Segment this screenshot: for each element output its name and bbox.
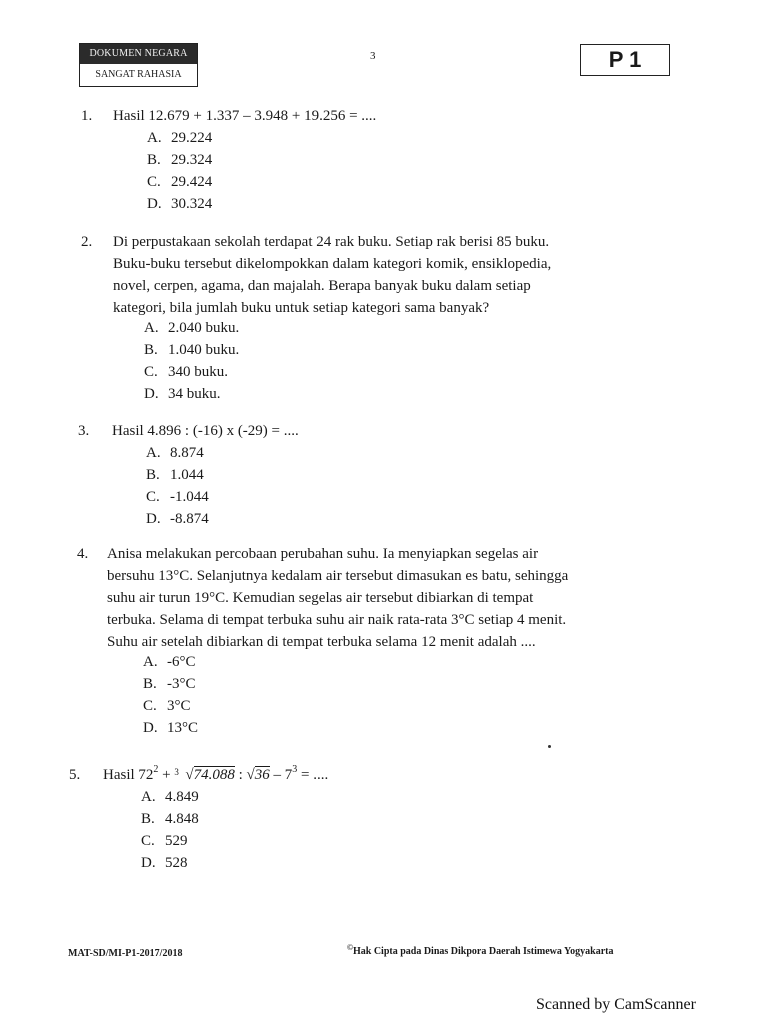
- options-list: [146, 442, 209, 530]
- option-text: -3°C: [167, 676, 196, 692]
- question-number: 5.: [69, 767, 81, 783]
- option-c[interactable]: [141, 830, 199, 852]
- stem-line: novel, cerpen, agama, dan majalah. Berapa banyak buku dalam setiap: [113, 278, 531, 294]
- question-number: 2.: [81, 234, 93, 250]
- option-letter: A.: [147, 130, 162, 146]
- option-letter: B.: [146, 467, 160, 483]
- packet-label: P 1: [580, 44, 670, 76]
- option-text: -6°C: [167, 654, 196, 670]
- option-a[interactable]: [146, 442, 209, 464]
- root-index: 3: [174, 767, 179, 777]
- options-list: [141, 786, 199, 874]
- stem-line: bersuhu 13°C. Selanjutnya kedalam air tersebut dimasukan es batu, sehingga: [107, 568, 569, 584]
- document-code: MAT-SD/MI-P1-2017/2018: [68, 948, 183, 959]
- root-symbol: √: [185, 767, 194, 783]
- stem-line: Anisa melakukan percobaan perubahan suhu. Ia menyiapkan segelas air: [107, 546, 539, 562]
- root-value: 74.088: [193, 767, 235, 783]
- options-list: [143, 651, 198, 739]
- option-letter: D.: [143, 720, 158, 736]
- option-c[interactable]: [143, 695, 198, 717]
- option-letter: A.: [141, 789, 156, 805]
- option-c[interactable]: [146, 486, 209, 508]
- option-a[interactable]: [141, 786, 199, 808]
- option-letter: B.: [144, 342, 158, 358]
- question-stem: Hasil 12.679 + 1.337 – 3.948 + 19.256 = ....: [113, 108, 377, 124]
- option-b[interactable]: [146, 464, 209, 486]
- option-letter: B.: [143, 676, 157, 692]
- question-stem: [107, 543, 667, 653]
- option-c[interactable]: [144, 361, 239, 383]
- question-number: 4.: [77, 546, 89, 562]
- stem-line: suhu air turun 19°C. Kemudian segelas air tersebut dibiarkan di tempat: [107, 590, 534, 606]
- option-text: -8.874: [170, 511, 209, 527]
- option-text: 30.324: [171, 196, 213, 212]
- stem-minus: – 7: [269, 767, 293, 783]
- stem-suffix: = ....: [297, 767, 329, 783]
- option-letter: A.: [146, 445, 161, 461]
- stem-line: Buku-buku tersebut dikelompokkan dalam kategori komik, ensiklopedia,: [113, 256, 552, 272]
- option-letter: A.: [143, 654, 158, 670]
- question-stem: Hasil 4.896 : (-16) x (-29) = ....: [112, 423, 299, 439]
- option-text: 4.848: [165, 811, 199, 827]
- option-text: 529: [165, 833, 188, 849]
- option-b[interactable]: [141, 808, 199, 830]
- scan-speck: [548, 745, 551, 748]
- exponent: 2: [153, 764, 159, 775]
- option-d[interactable]: [146, 508, 209, 530]
- option-letter: B.: [147, 152, 161, 168]
- scanner-watermark: Scanned by CamScanner: [536, 996, 696, 1013]
- classification-box: [79, 43, 198, 87]
- options-list: [144, 317, 239, 405]
- option-text: 13°C: [167, 720, 199, 736]
- option-letter: C.: [143, 698, 157, 714]
- option-letter: D.: [146, 511, 161, 527]
- option-letter: D.: [147, 196, 162, 212]
- question-stem: [103, 764, 663, 786]
- option-c[interactable]: [147, 171, 212, 193]
- option-letter: C.: [146, 489, 160, 505]
- copyright-notice: [347, 943, 614, 957]
- option-text: 29.324: [171, 152, 213, 168]
- sqrt-symbol: √: [246, 767, 255, 783]
- option-text: 1.044: [170, 467, 204, 483]
- option-text: 8.874: [170, 445, 204, 461]
- copyright-symbol: ©: [347, 943, 353, 952]
- option-b[interactable]: [147, 149, 212, 171]
- option-text: 29.424: [171, 174, 213, 190]
- question-number: 1.: [81, 108, 93, 124]
- option-a[interactable]: [147, 127, 212, 149]
- option-text: 3°C: [167, 698, 191, 714]
- options-list: [147, 127, 212, 215]
- question-stem: [113, 231, 670, 319]
- option-text: 29.224: [171, 130, 213, 146]
- option-text: 340 buku.: [168, 364, 228, 380]
- stem-line: kategori, bila jumlah buku untuk setiap kategori sama banyak?: [113, 300, 490, 316]
- option-a[interactable]: [143, 651, 198, 673]
- stem-colon: :: [234, 767, 247, 783]
- option-letter: A.: [144, 320, 159, 336]
- copyright-text: Hak Cipta pada Dinas Dikpora Daerah Istimewa Yogyakarta: [352, 946, 614, 957]
- sqrt-value: 36: [254, 767, 270, 783]
- option-text: 528: [165, 855, 188, 871]
- option-text: 34 buku.: [168, 386, 221, 402]
- stem-line: Suhu air setelah dibiarkan di tempat terbuka selama 12 menit adalah ....: [107, 634, 536, 650]
- stem-prefix: Hasil 72: [103, 767, 154, 783]
- classification-top: DOKUMEN NEGARA: [80, 44, 197, 64]
- exponent: 3: [292, 764, 298, 775]
- option-text: 1.040 buku.: [168, 342, 240, 358]
- option-letter: C.: [144, 364, 158, 380]
- stem-line: Di perpustakaan sekolah terdapat 24 rak buku. Setiap rak berisi 85 buku.: [113, 234, 550, 250]
- option-text: -1.044: [170, 489, 209, 505]
- option-d[interactable]: [147, 193, 212, 215]
- option-d[interactable]: [144, 383, 239, 405]
- option-b[interactable]: [143, 673, 198, 695]
- page-number: 3: [370, 50, 376, 62]
- option-letter: D.: [141, 855, 156, 871]
- option-text: 2.040 buku.: [168, 320, 240, 336]
- stem-plus: +: [158, 767, 175, 783]
- option-d[interactable]: [141, 852, 199, 874]
- option-letter: D.: [144, 386, 159, 402]
- option-d[interactable]: [143, 717, 198, 739]
- cube-root: [174, 764, 234, 786]
- classification-bottom: SANGAT RAHASIA: [95, 69, 182, 80]
- option-letter: C.: [141, 833, 155, 849]
- option-b[interactable]: [144, 339, 239, 361]
- stem-line: terbuka. Selama di tempat terbuka suhu air naik rata-rata 3°C setiap 4 menit.: [107, 612, 567, 628]
- question-number: 3.: [78, 423, 90, 439]
- option-letter: C.: [147, 174, 161, 190]
- option-a[interactable]: [144, 317, 239, 339]
- option-text: 4.849: [165, 789, 199, 805]
- option-letter: B.: [141, 811, 155, 827]
